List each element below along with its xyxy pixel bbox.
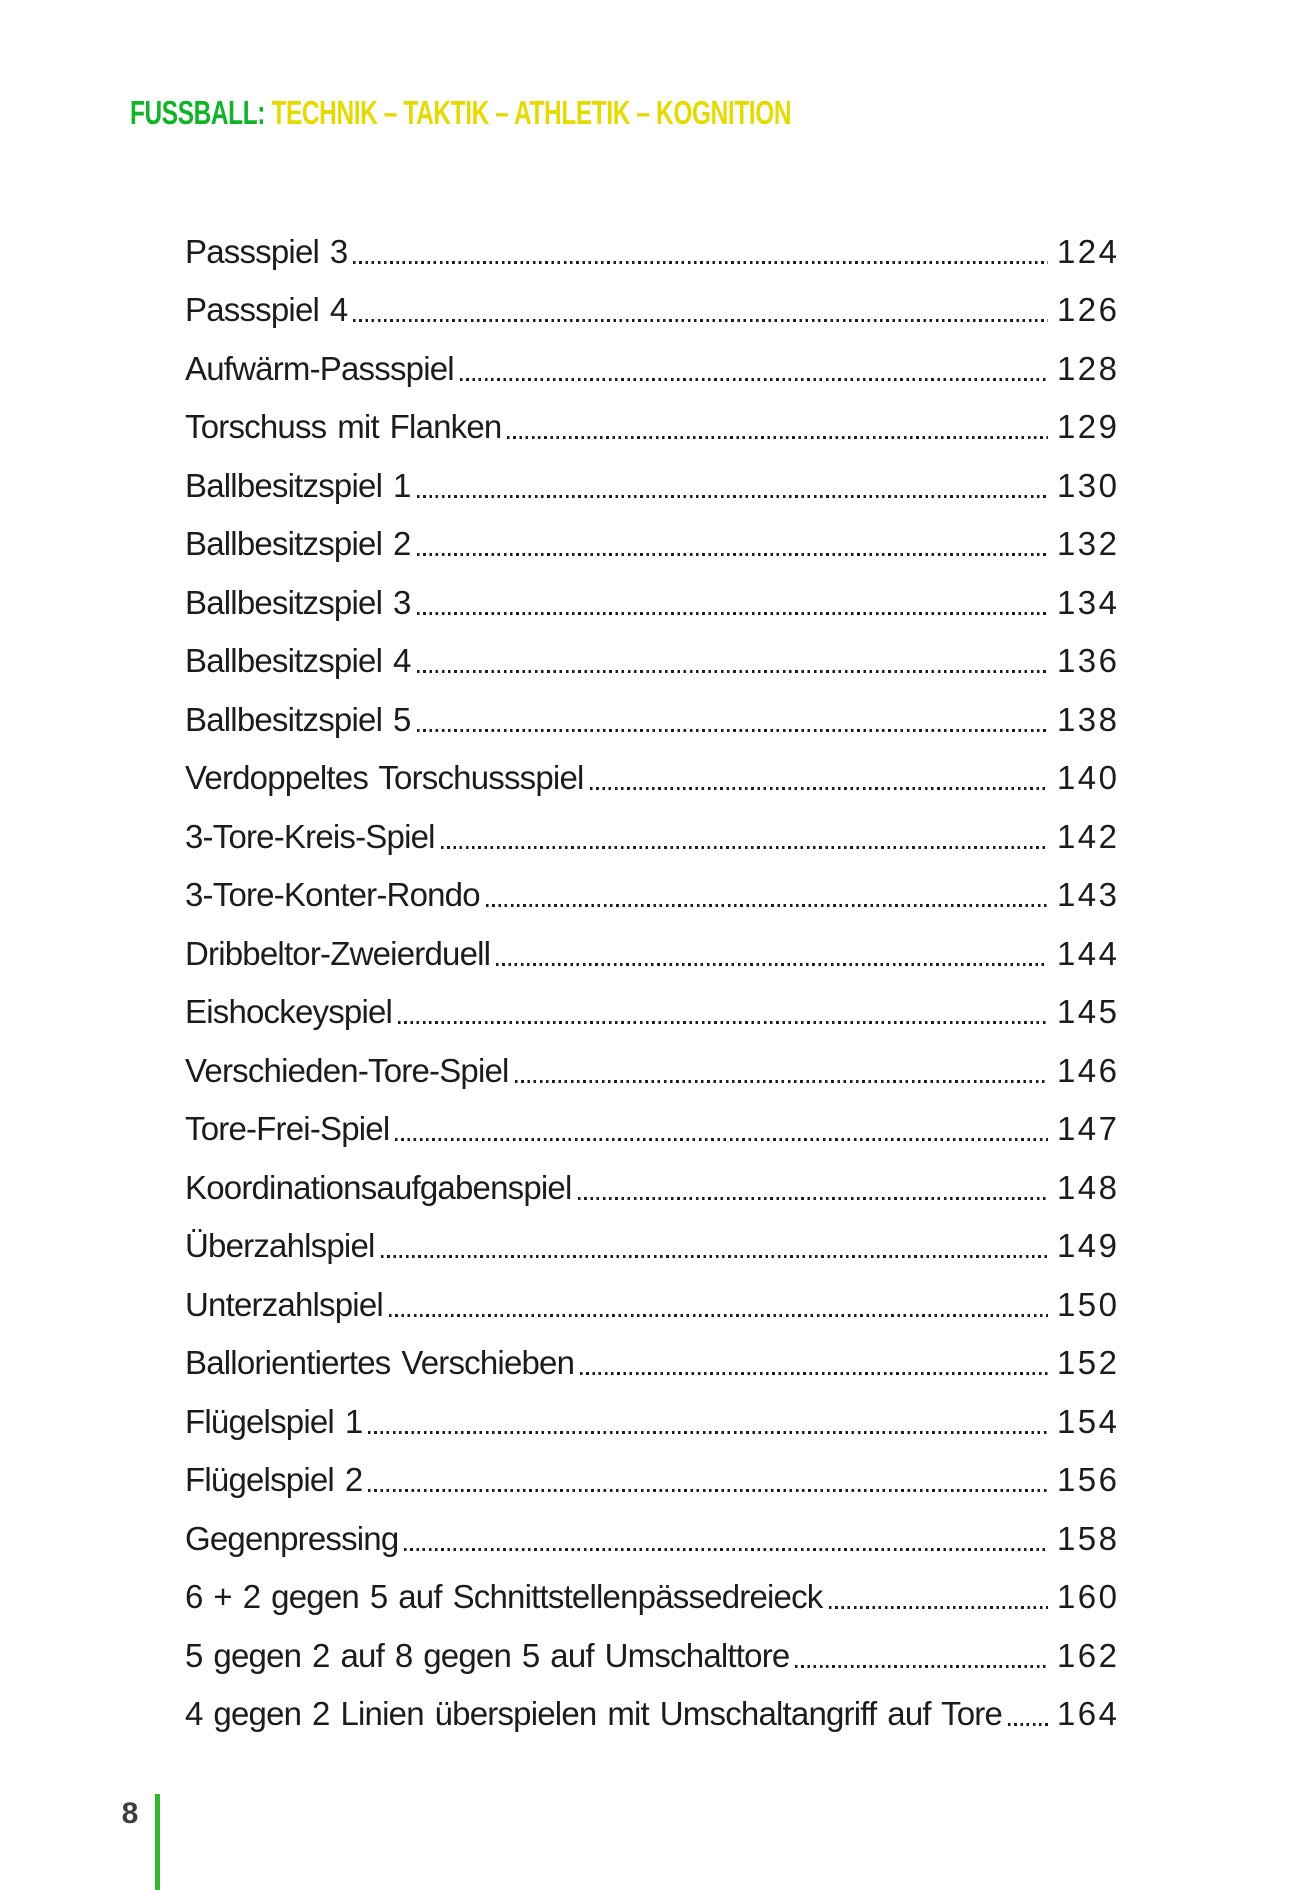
dotted-leader [590,787,1048,790]
dotted-leader [389,1314,1048,1317]
dotted-leader [1008,1723,1048,1726]
toc-entry [185,807,1120,866]
dotted-leader [417,553,1048,556]
dotted-leader [404,1548,1048,1551]
toc-entry [185,924,1120,983]
toc-entry-title: 4 gegen 2 Linien überspielen mit Umschaltangriff auf Tore [185,1695,1003,1733]
dotted-leader [368,1431,1048,1434]
dotted-leader [441,846,1048,849]
running-head [130,96,791,129]
toc-entry-title: Ballbesitzspiel 3 [185,583,411,621]
toc-entry-title: Koordinationsaufgabenspiel [185,1168,572,1206]
toc-entry-title: Aufwärm-Passspiel [185,349,454,387]
toc-entry-page: 144 [1056,934,1120,972]
toc-entry-page: 148 [1056,1168,1120,1206]
dotted-leader [417,612,1048,615]
toc-entry-page: 156 [1056,1461,1120,1499]
dotted-leader [417,729,1048,732]
toc-entry-page: 136 [1056,642,1120,680]
toc-entry [185,573,1120,632]
toc-entry-title: Ballorientiertes Verschieben [185,1344,575,1382]
running-head-title: FUSSBALL: [130,94,266,131]
folio-green-rule [155,1794,160,1890]
toc-entry [185,1041,1120,1100]
toc-entry [185,1451,1120,1510]
toc-entry-title: Unterzahlspiel [185,1285,383,1323]
toc-entry [185,339,1120,398]
toc-entry-page: 132 [1056,525,1120,563]
toc-entry-page: 154 [1056,1402,1120,1440]
dotted-leader [417,495,1048,498]
toc-entry-page: 146 [1056,1051,1120,1089]
dotted-leader [486,904,1048,907]
toc-entry [185,222,1120,281]
toc-entry-page: 138 [1056,700,1120,738]
toc-entry-page: 143 [1056,876,1120,914]
toc-entry-title: Ballbesitzspiel 1 [185,466,411,504]
toc-entry-page: 142 [1056,817,1120,855]
toc-entry [185,632,1120,691]
toc-entry [185,515,1120,574]
running-head-subtitle: TECHNIK – TAKTIK – ATHLETIK – KOGNITION [265,94,792,131]
toc-entry-page: 126 [1056,291,1120,329]
toc-entry [185,398,1120,457]
toc-entry [185,1100,1120,1159]
toc-entry-title: Dribbeltor-Zweierduell [185,934,491,972]
toc-entry-title: Verdoppeltes Torschussspiel [185,759,584,797]
toc-entry-title: 5 gegen 2 auf 8 gegen 5 auf Umschalttore [185,1636,790,1674]
toc-entry-page: 164 [1056,1695,1120,1733]
dotted-leader [578,1197,1048,1200]
toc-entry-title: Tore-Frei-Spiel [185,1110,390,1148]
toc-entry [185,1217,1120,1276]
dotted-leader [507,436,1047,439]
toc-entry [185,456,1120,515]
dotted-leader [395,1138,1048,1141]
dotted-leader [353,319,1047,322]
toc-entry [185,749,1120,808]
toc-list [185,222,1120,1743]
toc-entry-page: 124 [1056,232,1120,270]
toc-entry-title: Ballbesitzspiel 4 [185,642,411,680]
toc-entry-title: Torschuss mit Flanken [185,408,502,446]
toc-entry [185,690,1120,749]
toc-entry-page: 150 [1056,1285,1120,1323]
toc-entry-page: 162 [1056,1636,1120,1674]
toc-entry-title: Passspiel 3 [185,232,348,270]
toc-entry-page: 149 [1056,1227,1120,1265]
toc-entry-title: Flügelspiel 2 [185,1461,363,1499]
dotted-leader [353,261,1047,264]
toc-entry-page: 140 [1056,759,1120,797]
toc-entry-title: 3-Tore-Konter-Rondo [185,876,480,914]
dotted-leader [398,1021,1048,1024]
toc-entry [185,1275,1120,1334]
toc-entry [185,1509,1120,1568]
dotted-leader [381,1255,1048,1258]
dotted-leader [795,1665,1048,1668]
toc-entry [185,983,1120,1042]
toc-entry [185,1158,1120,1217]
toc-entry-page: 158 [1056,1519,1120,1557]
toc-entry-page: 130 [1056,466,1120,504]
toc-entry-title: Ballbesitzspiel 5 [185,700,411,738]
toc-entry [185,1626,1120,1685]
toc-entry-title: 6 + 2 gegen 5 auf Schnittstellenpässedreieck [185,1578,823,1616]
dotted-leader [515,1080,1048,1083]
dotted-leader [368,1489,1048,1492]
toc-entry-page: 129 [1056,408,1120,446]
toc-entry [185,1685,1120,1744]
toc-entry [185,1568,1120,1627]
toc-entry-page: 128 [1056,349,1120,387]
toc-entry-page: 134 [1056,583,1120,621]
toc-entry [185,1392,1120,1451]
toc-entry-page: 145 [1056,993,1120,1031]
toc-entry-title: Ballbesitzspiel 2 [185,525,411,563]
toc-entry-title: Verschieden-Tore-Spiel [185,1051,509,1089]
toc-entry [185,866,1120,925]
toc-entry-title: 3-Tore-Kreis-Spiel [185,817,435,855]
dotted-leader [460,378,1048,381]
toc-entry-title: Flügelspiel 1 [185,1402,363,1440]
toc-entry [185,281,1120,340]
toc-entry-page: 160 [1056,1578,1120,1616]
dotted-leader [417,670,1048,673]
dotted-leader [496,963,1048,966]
folio-page-number: 8 [121,1797,139,1830]
toc-entry-page: 152 [1056,1344,1120,1382]
toc-entry [185,1334,1120,1393]
toc-entry-title: Gegenpressing [185,1519,399,1557]
toc-entry-title: Eishockeyspiel [185,993,393,1031]
toc-entry-title: Überzahlspiel [185,1227,375,1265]
dotted-leader [580,1372,1048,1375]
toc-entry-page: 147 [1056,1110,1120,1148]
toc-entry-title: Passspiel 4 [185,291,348,329]
dotted-leader [829,1606,1048,1609]
